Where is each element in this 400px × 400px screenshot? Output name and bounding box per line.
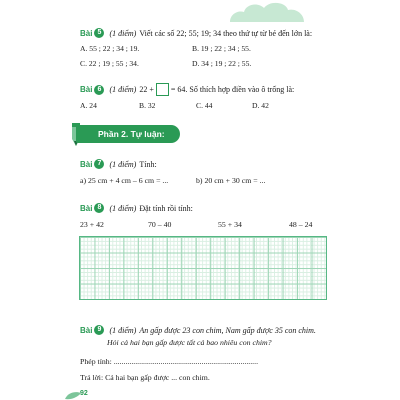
option-c: C. 44 <box>196 101 213 110</box>
exercise-number-badge: 7 <box>94 159 104 169</box>
part-b: b) 20 cm + 30 cm = ... <box>196 176 266 185</box>
exercise-question: Viết các số 22; 55; 19; 34 theo thứ tự từ bé đến lớn là: <box>139 28 313 38</box>
exercise-label: Bài <box>80 159 93 169</box>
exercise-points: (1 điểm) <box>109 325 137 335</box>
writing-grid <box>79 236 327 300</box>
part-a: a) 25 cm + 4 cm – 6 cm = ... <box>80 176 169 185</box>
option-d: D. 42 <box>252 101 269 110</box>
exercise-label: Bài <box>80 28 93 38</box>
calc-1: 23 + 42 <box>80 220 104 229</box>
calc-line: Phép tính: .......................................................................... <box>80 357 259 366</box>
exercise-6-header <box>80 83 294 96</box>
exercise-points: (1 điểm) <box>109 203 137 213</box>
section-title-banner: Phần 2. Tự luận: <box>76 125 180 143</box>
problem-line-1: An gấp được 23 con chim, Nam gấp được 35 con chim. <box>139 325 316 335</box>
exercise-7-header <box>80 159 157 169</box>
problem-line-2: Hỏi cả hai bạn gấp được tất cả bao nhiêu con chim? <box>107 338 272 347</box>
exercise-label: Bài <box>80 203 93 213</box>
calc-3: 55 + 34 <box>218 220 242 229</box>
page-number: 92 <box>80 390 88 397</box>
exercise-8-header <box>80 203 193 213</box>
exercise-label: Bài <box>80 325 93 335</box>
option-a: A. 24 <box>80 101 97 110</box>
exercise-9-header <box>80 325 319 335</box>
expression-left: 22 + <box>139 85 154 94</box>
option-a: A. 55 ; 22 ; 34 ; 19. <box>80 44 140 53</box>
exercise-points: (1 điểm) <box>109 85 137 94</box>
blank-box <box>156 83 169 96</box>
exercise-number-badge: 9 <box>94 325 104 335</box>
cloud-decoration-icon <box>228 0 306 22</box>
option-d: D. 34 ; 19 ; 22 ; 55. <box>192 59 252 68</box>
exercise-number-badge: 5 <box>94 28 104 38</box>
exercise-label: Bài <box>80 85 93 94</box>
expression-right: = 64. Số thích hợp điền vào ô trống là: <box>170 85 295 94</box>
option-c: C. 22 ; 19 ; 55 ; 34. <box>80 59 139 68</box>
exercise-points: (1 điểm) <box>109 28 137 38</box>
exercise-5-header <box>80 28 312 38</box>
exercise-question: Đặt tính rồi tính: <box>139 203 193 213</box>
calc-2: 70 – 40 <box>148 220 172 229</box>
exercise-points: (1 điểm) <box>109 159 137 169</box>
calc-4: 48 – 24 <box>289 220 313 229</box>
exercise-number-badge: 6 <box>94 85 104 95</box>
answer-line: Trả lời: Cả hai bạn gấp được ... con chim. <box>80 373 210 382</box>
exercise-question: Tính: <box>139 159 157 169</box>
exercise-number-badge: 8 <box>94 203 104 213</box>
option-b: B. 19 ; 22 ; 34 ; 55. <box>192 44 251 53</box>
option-b: B. 32 <box>139 101 156 110</box>
